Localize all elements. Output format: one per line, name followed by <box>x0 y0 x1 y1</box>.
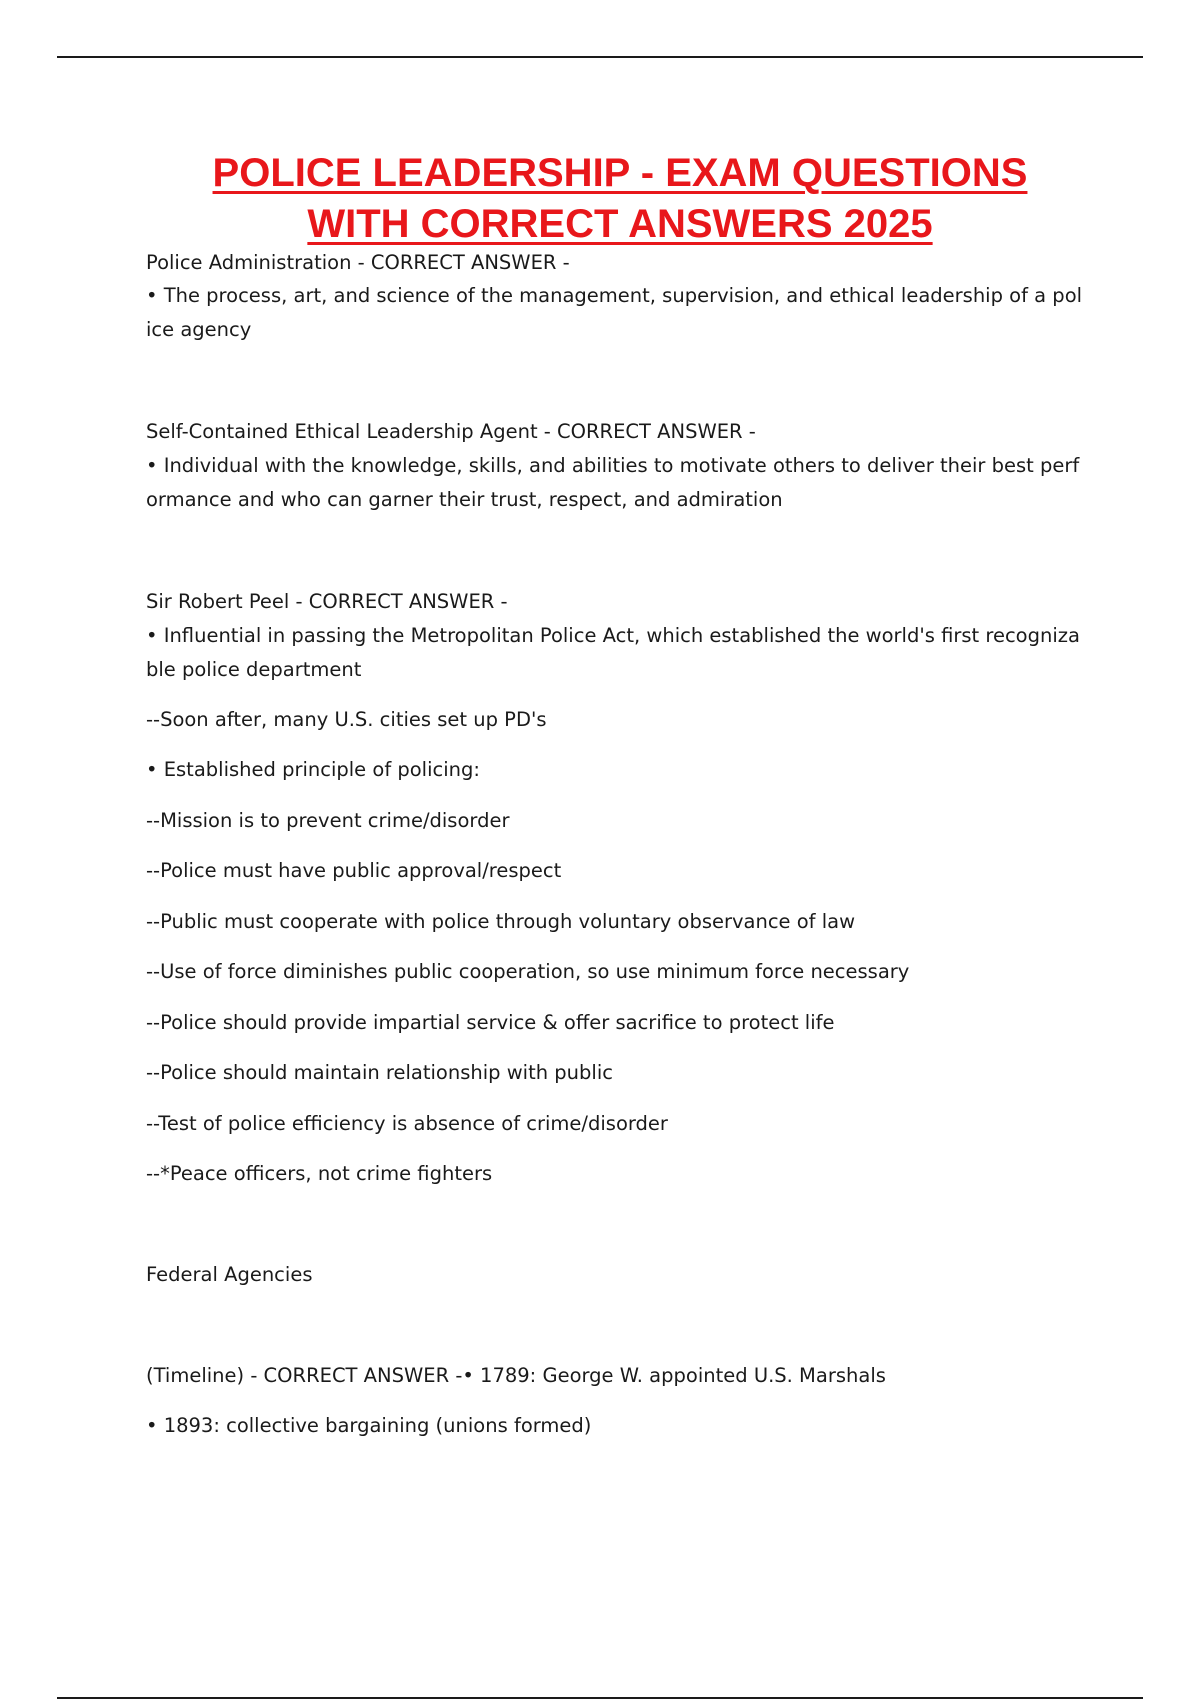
entry-point: --Police should provide impartial service & offer sacrifice to protect life <box>146 1011 835 1034</box>
entry-term: Sir Robert Peel - CORRECT ANSWER - <box>146 590 508 613</box>
entry-definition: • The process, art, and science of the management, supervision, and ethical leadership of a police agency <box>146 284 1083 341</box>
federal-agencies-heading: Federal Agencies <box>146 1263 313 1286</box>
entry-point: --Public must cooperate with police through voluntary observance of law <box>146 910 856 933</box>
document-title <box>130 148 1110 250</box>
entry-term: Police Administration - CORRECT ANSWER - <box>146 251 570 274</box>
timeline-item: (Timeline) - CORRECT ANSWER -• 1789: George W. appointed U.S. Marshals <box>146 1364 886 1387</box>
entry-point: • Established principle of policing: <box>146 758 480 781</box>
entry-definition: • Individual with the knowledge, skills, and abilities to motivate others to deliver their best performance and who can garner their trust, respect, and admiration <box>146 454 1080 511</box>
title-line-2: WITH CORRECT ANSWERS 2025 <box>307 202 933 246</box>
entry-point: --Test of police efficiency is absence of crime/disorder <box>146 1112 668 1135</box>
title-line-1: POLICE LEADERSHIP - EXAM QUESTIONS <box>212 151 1028 195</box>
entry-point: --*Peace officers, not crime fighters <box>146 1162 493 1185</box>
entry-point: --Use of force diminishes public cooperation, so use minimum force necessary <box>146 960 910 983</box>
footer-rule <box>57 1697 1143 1699</box>
entry-point: --Soon after, many U.S. cities set up PD's <box>146 708 547 731</box>
entry-point: --Mission is to prevent crime/disorder <box>146 809 510 832</box>
header-rule <box>57 56 1143 58</box>
entry-point: --Police should maintain relationship with public <box>146 1061 613 1084</box>
entry-point: --Police must have public approval/respect <box>146 859 562 882</box>
timeline-item: • 1893: collective bargaining (unions formed) <box>146 1414 592 1437</box>
entry-term: Self-Contained Ethical Leadership Agent - CORRECT ANSWER - <box>146 420 756 443</box>
entry-definition: • Influential in passing the Metropolitan Police Act, which established the world's first recognizable police department <box>146 624 1080 681</box>
